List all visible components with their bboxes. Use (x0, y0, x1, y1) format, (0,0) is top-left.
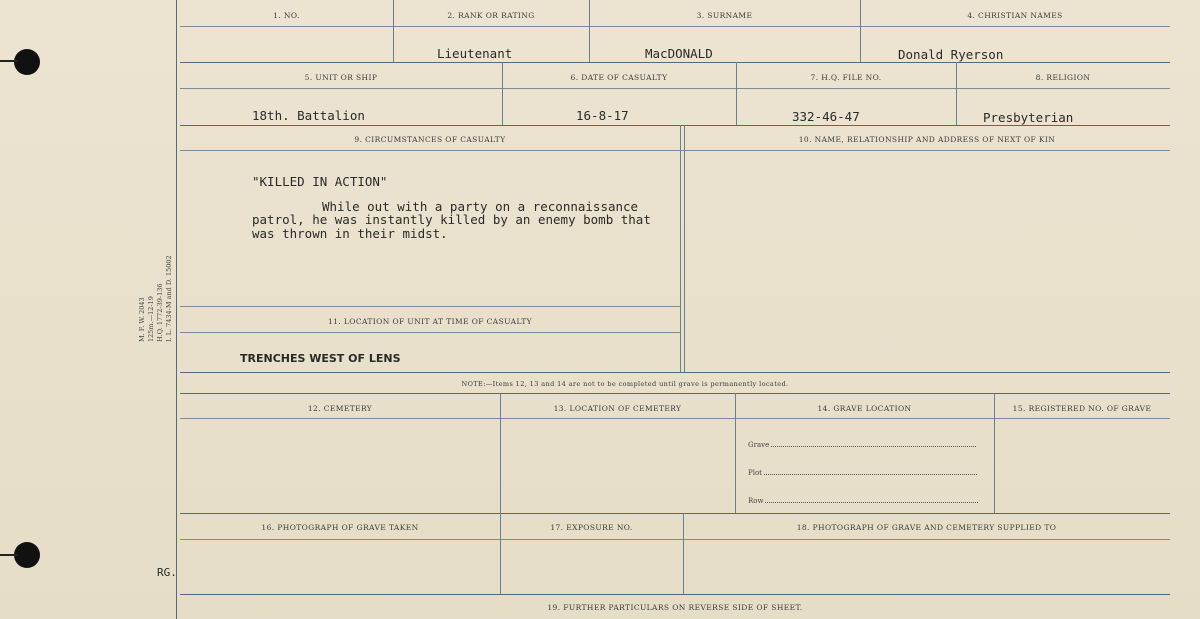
rule (180, 372, 1170, 373)
col-divider (860, 0, 861, 62)
christian-names-value: Donald Ryerson (898, 47, 1004, 62)
col-divider (502, 62, 503, 125)
circumstance-line-1: While out with a party on a reconnaissance (322, 199, 639, 214)
rule (180, 62, 1170, 63)
label-location-unit: 11. LOCATION OF UNIT AT TIME OF CASUALTY (328, 317, 532, 326)
location-unit-value: TRENCHES WEST OF LENS (240, 352, 401, 365)
col-divider (736, 62, 737, 125)
form-number-print (138, 255, 174, 342)
note-text: NOTE:—Items 12, 13 and 14 are not to be completed until grave is permanently located. (461, 380, 789, 388)
plot-field-label: Plot (748, 469, 762, 477)
row-field-label: Row (748, 497, 764, 505)
religion-value: Presbyterian (983, 110, 1074, 125)
rank-value: Lieutenant (437, 46, 513, 61)
label-exposure: 17. EXPOSURE NO. (550, 523, 633, 532)
rule (180, 513, 1170, 514)
label-christian-names: 4. CHRISTIAN NAMES (967, 11, 1063, 20)
hq-file-value: 332-46-47 (792, 109, 860, 124)
circumstance-title: "KILLED IN ACTION" (252, 174, 388, 189)
col-divider (680, 125, 681, 372)
label-grave-location: 14. GRAVE LOCATION (817, 404, 912, 413)
label-surname: 3. SURNAME (696, 11, 753, 20)
hole-tab-bottom (0, 554, 18, 556)
hole-tab-top (0, 60, 18, 62)
label-cemetery: 12. CEMETERY (307, 404, 373, 413)
rule (180, 418, 1170, 419)
label-photo-taken: 16. PHOTOGRAPH OF GRAVE TAKEN (261, 523, 419, 532)
label-registered-no: 15. REGISTERED NO. OF GRAVE (1012, 404, 1152, 413)
rule (180, 393, 1170, 394)
row-field (748, 497, 978, 505)
rule (180, 125, 1170, 126)
label-unit: 5. UNIT OR SHIP (304, 73, 378, 82)
col-divider (684, 125, 685, 372)
margin-line (176, 0, 177, 619)
rule (180, 150, 1170, 151)
col-divider (956, 62, 957, 125)
label-hq-file: 7. H.Q. FILE NO. (810, 73, 882, 82)
label-religion: 8. RELIGION (1035, 73, 1091, 82)
grave-field (748, 441, 976, 449)
side-line-3: H.Q. 1772-39-136 (156, 283, 164, 342)
rule (180, 88, 1170, 89)
surname-value: MacDONALD (645, 46, 713, 61)
unit-value: 18th. Battalion (252, 108, 365, 123)
side-line-2: 125m.—12-19 (147, 296, 155, 342)
circumstance-line-3: was thrown in their midst. (252, 226, 448, 241)
label-next-of-kin: 10. NAME, RELATIONSHIP AND ADDRESS OF NEXT OF KIN (798, 135, 1056, 144)
col-divider (589, 0, 590, 62)
rule (180, 26, 1170, 27)
punch-hole-top (14, 49, 40, 75)
rule (180, 539, 1170, 540)
circumstance-line-2: patrol, he was instantly killed by an enemy bomb that (252, 212, 651, 227)
label-location-cemetery: 13. LOCATION OF CEMETERY (553, 404, 682, 413)
label-date-casualty: 6. DATE OF CASUALTY (570, 73, 668, 82)
rule (180, 306, 680, 307)
label-circumstances: 9. CIRCUMSTANCES OF CASUALTY (354, 135, 506, 144)
label-no: 1. NO. (273, 11, 300, 20)
grave-field-label: Grave (748, 441, 770, 449)
label-rank: 2. RANK OR RATING (447, 11, 535, 20)
rg-mark: RG. (157, 566, 177, 579)
side-line-1: M. F. W. 2043 (138, 297, 146, 342)
plot-field (748, 469, 977, 477)
rule (180, 332, 680, 333)
side-line-4: I. L. 7434-M and D. 15002 (165, 255, 173, 342)
rule (180, 594, 1170, 595)
label-further-particulars: 19. FURTHER PARTICULARS ON REVERSE SIDE OF SHEET. (547, 603, 803, 612)
col-divider (393, 0, 394, 62)
label-photo-supplied: 18. PHOTOGRAPH OF GRAVE AND CEMETERY SUPPLIED TO (796, 523, 1057, 532)
date-casualty-value: 16-8-17 (576, 108, 629, 123)
